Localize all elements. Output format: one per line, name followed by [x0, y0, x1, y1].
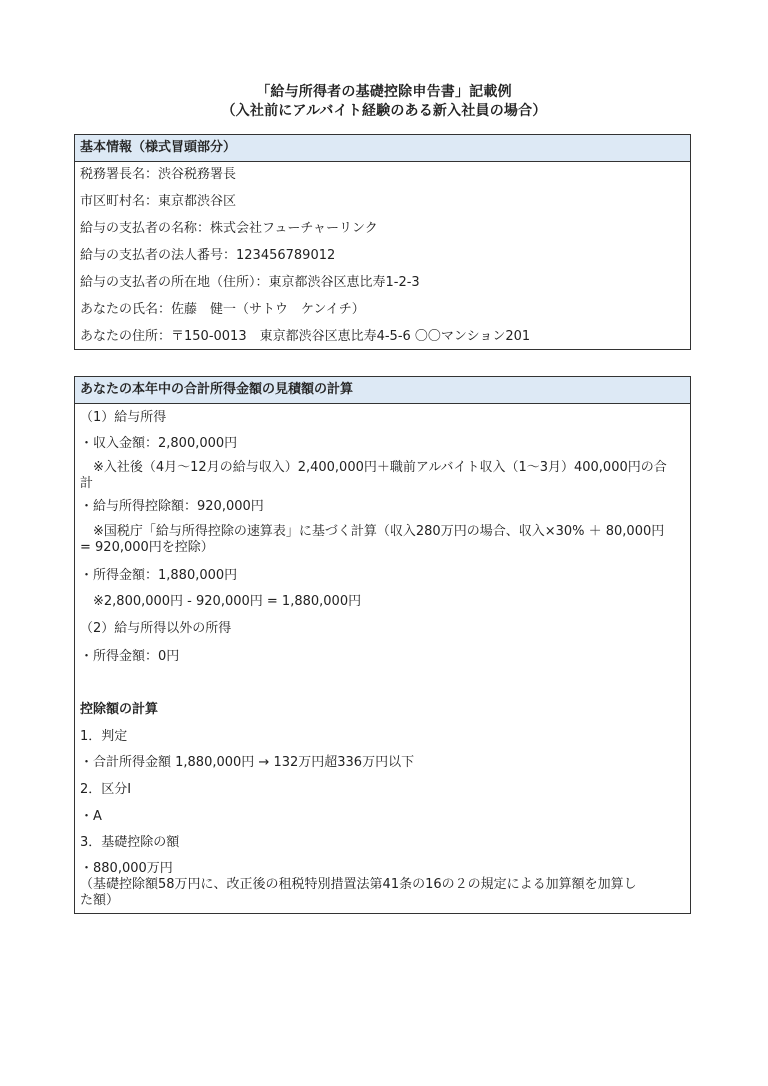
title-line-2: （入社前にアルバイト経験のある新入社員の場合） — [221, 103, 547, 119]
salary-income-heading: （1）給与所得 — [80, 410, 167, 425]
your-address-row: あなたの住所：〒150-0013 東京都渋谷区恵比寿4-5-6 〇〇マンション201 — [80, 329, 531, 344]
basic-info-header: 基本情報（様式冒頭部分） — [75, 135, 690, 162]
title-line-1: 「給与所得者の基礎控除申告書」記載例 — [256, 84, 512, 100]
income-total: ・所得金額：1,880,000円 — [80, 568, 238, 583]
document-title — [0, 83, 768, 121]
income-calc-header: あなたの本年中の合計所得金額の見積額の計算 — [75, 377, 690, 404]
payer-corporate-number-row: 給与の支払者の法人番号：123456789012 — [80, 248, 336, 263]
income-calc-section — [74, 376, 691, 914]
income-amount: ・収入金額：2,800,000円 — [80, 436, 238, 451]
payer-address-row: 給与の支払者の所在地（住所）：東京都渋谷区恵比寿1-2-3 — [80, 275, 420, 290]
your-name-row: あなたの氏名：佐藤 健一（サトウ ケンイチ） — [80, 302, 365, 317]
municipality-row: 市区町村名：東京都渋谷区 — [80, 194, 237, 209]
other-income-heading: （2）給与所得以外の所得 — [80, 621, 232, 636]
basic-deduction-heading: 3．基礎控除の額 — [80, 835, 180, 850]
income-note: ※入社後（4月～12月の給与収入）2,400,000円＋職前アルバイト収入（1～3月）400,000円の合計 — [80, 460, 667, 491]
class-value: ・A — [80, 809, 102, 824]
judge-heading: 1．判定 — [80, 729, 128, 744]
salary-deduction-amount: ・給与所得控除額：920,000円 — [80, 499, 264, 514]
basic-deduction-note: （基礎控除額58万円に、改正後の租税特別措置法第41条の16の２の規定による加算額を加算した額） — [80, 877, 637, 908]
payer-name-row: 給与の支払者の名称：株式会社フューチャーリンク — [80, 221, 378, 236]
income-total-note: ※2,800,000円 - 920,000円 = 1,880,000円 — [80, 594, 362, 609]
judge-value: ・合計所得金額 1,880,000円 → 132万円超336万円以下 — [80, 755, 415, 770]
other-income-amount: ・所得金額：0円 — [80, 649, 180, 664]
basic-info-section — [74, 134, 691, 350]
class-heading: 2．区分Ⅰ — [80, 782, 132, 797]
basic-deduction-value: ・880,000万円 — [80, 861, 173, 876]
deduction-calc-heading: 控除額の計算 — [80, 702, 159, 717]
salary-deduction-note: ※国税庁「給与所得控除の速算表」に基づく計算（収入280万円の場合、収入×30% ＋ 80,000円 = 920,000円を控除） — [80, 524, 665, 555]
tax-office-row: 税務署長名：渋谷税務署長 — [80, 167, 237, 182]
